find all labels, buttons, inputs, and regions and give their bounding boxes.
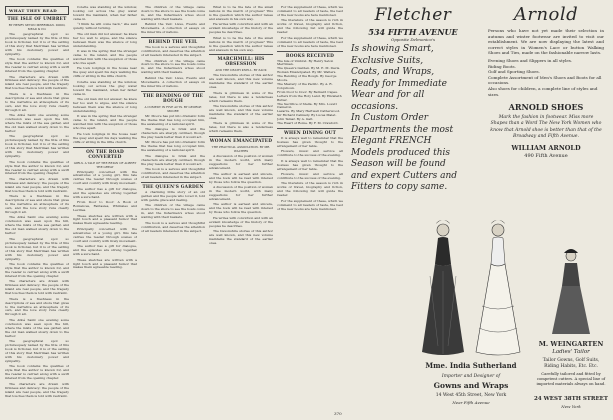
tailored-suit-illustration xyxy=(546,246,596,336)
paragraph: The geographical spot so picturesquely named by the title of this book is fictional, but it is of the setting of this story that Merriman has written with his customary power and sympathy. xyxy=(5,32,69,56)
paragraph: The geographical spot so picturesquely named by the title of this book is fictional, but it is of the setting of this story that Merriman has written with his customary power and sympathy. xyxy=(5,339,69,363)
books-list xyxy=(277,60,343,126)
column-4 xyxy=(209,6,273,416)
section-title: ON THE ROAD CONVERTED xyxy=(86,149,124,160)
section-header-label: WHAT THEY READ xyxy=(9,8,58,13)
section-title: THE QUEEN'S GARDEN xyxy=(142,185,204,190)
list-item: The Bending of the Bough. By George Moore. xyxy=(277,74,337,83)
ad-line: Wear and for all xyxy=(351,90,425,100)
section-subtitle: AND THE DEATH KNELL. BY ZACK xyxy=(215,68,267,73)
arnold-advertisement xyxy=(482,4,610,242)
fletcher-address: 534 FIFTH AVENUE xyxy=(368,27,458,37)
divider xyxy=(209,54,273,55)
paragraph: He took lodgings in the house near the quay and spent his days walking the cliffs or sitting in the little church. xyxy=(73,131,137,144)
paragraph: “I think he will come back,” she said quietly, without turning. xyxy=(73,22,137,31)
list-item: John Tamar. By A. Galt. xyxy=(277,117,314,122)
paragraph: The Devonshire stories of this author are well known, and this new volume maintains the standard of the earlier ones. xyxy=(209,229,273,245)
paragraph: It is always well to remember that the hostess has given thought to the arrangement of her table. xyxy=(277,158,343,171)
weingarten-advertisement xyxy=(532,246,610,416)
paragraph: The literature of the season is rich in works of travel, biography and fiction, and the following list will guide the reader. xyxy=(277,181,343,198)
paragraph: A discussion of the position of woman in the modern world, with many suggestions for her further advancement. xyxy=(209,154,273,171)
tailored-figure-icon xyxy=(546,246,596,336)
column-5 xyxy=(277,6,343,416)
ad-line: Elegant FRENCH xyxy=(351,136,432,146)
list-item: Lazarre. By Mary Hartwell Catherwood. xyxy=(277,109,341,114)
paragraph: These sketches are written with a light touch and a pleasant humor that makes them agreeable reading. xyxy=(73,257,137,270)
paragraph: The book contains the qualities of style that the author is known for, and the reader is carried along with a swift interest from the opening chapter. xyxy=(5,57,69,74)
paragraph: The geographical spot so picturesquely named by the title of this book is fictional, but it is of the setting of this story that Merriman has written with his customary power and sympathy. xyxy=(5,134,69,159)
divider xyxy=(73,147,137,148)
paragraph: It is always well to remember that the hostess has given thought to the arrangement of her table. xyxy=(277,135,343,148)
page-number: 370 xyxy=(334,411,342,416)
books-received-title: BOOKS RECEIVED xyxy=(285,53,335,59)
list-item: Evening Shoes and Slippers in all styles. xyxy=(488,57,573,63)
sutherland-address: 14 West 45th Street, New York xyxy=(435,393,507,398)
paragraph: The old man did not answer; he knew her too well to argue, and the silence between them was the silence of long understanding. xyxy=(73,97,137,113)
divider xyxy=(277,51,343,52)
paragraph: He writes with conviction and with an evident knowledge of the history of the peoples he describes. xyxy=(209,215,273,228)
ad-line: Exclusive Suits, xyxy=(351,55,424,66)
paragraph: From Door to Door: A Book of Romances, Fantasies, Whimsies and Levities. xyxy=(73,200,137,213)
paragraph: The dialogue is brisk and the characters are sharply outlined, though the play reads better than it would act. xyxy=(141,153,205,166)
ad-line: Departments the most xyxy=(351,124,454,135)
weingarten-body: Carefully tailored and fitted by competent cutters. A special line of imported materials always on hand. xyxy=(536,371,606,386)
paragraph: There is a freshness in the descriptions of sea and shore that gives to the narrative an atmosphere of its own, and the love story runs clearly through it all. xyxy=(5,91,69,112)
paragraph: The author has a gift for dialogue, and the episodes are strung together with a sure hand. xyxy=(73,186,137,199)
sutherland-sub: Importer and Designer of xyxy=(441,374,501,379)
article-headline: THE ISLE OF UMBRET xyxy=(7,17,67,22)
paragraph: The literature of the season is rich in works of travel, biography and fiction, and the following list will guide the reader. xyxy=(277,18,343,35)
list-item: The Mastery of the Pacific. By A. R. Colquhoun. xyxy=(277,81,333,90)
paragraph: The Devonshire stories of this author are well known, and this new volume maintains the standard of the earlier ones. xyxy=(209,104,273,121)
paragraph: It was in the spring that the stranger came to the island, and the people watched him with the suspicion of those who live apart. xyxy=(73,114,137,131)
paragraph: A charming little story of an old garden and the people who loved it, told with gentle grace and feeling. xyxy=(141,190,205,202)
paragraph: What is to be the fate of the small nations in the march of progress? This is the question which the author raises and answers in his own way. xyxy=(209,35,273,52)
list-item: Woman Emancipated. By Mr. Walters. xyxy=(277,70,337,75)
list-item: The Queen's Garden. By M. E. M. Davis. xyxy=(277,66,341,71)
divider xyxy=(141,182,205,183)
paragraph: It was in the spring that the stranger came to the island, and the people watched him with the suspicion of those who live apart. xyxy=(73,49,137,65)
gown-figure-icon xyxy=(472,216,524,356)
arnold-tagline: Mark the fashion in footwear. Miss more Shapes than a Word The New York Women who know that Arnold shoe is better than that of the Broadway and Fifth Avenue. xyxy=(490,115,602,139)
arnold-heading: ARNOLD SHOES xyxy=(508,102,584,113)
list-item: Sir Richard Calmady. By Lucas Malet. xyxy=(277,113,337,118)
paragraph: The book contains the qualities of style that the author is known for, and the reader is carried along with a swift interest from the opening chapter. xyxy=(5,364,69,381)
paragraph: Principally concerned with the adventures of a young girl, this tale carries the reader through scenes of court and country with lively movement. xyxy=(73,169,137,186)
paragraph: For the supplement of these, which we commend to all readers of taste, the best of the new books are here mentioned. xyxy=(277,35,343,48)
sutherland-product: Gowns and Wraps xyxy=(433,381,509,390)
paragraph: The author has a gift for dialogue, and the episodes are strung together with a sure hand. xyxy=(73,244,137,257)
list-item: The Isle of Umbret. By Henry Seton Merriman. xyxy=(277,58,334,67)
list-item: From Door to Door. By Bernard Capes. xyxy=(277,89,338,94)
gown-illustration-right xyxy=(472,216,524,356)
fletcher-logo: Fletcher xyxy=(374,5,452,25)
paragraph: The Abbé Saint one evening some conclusion was seen upon the hill, where the mists of the sea gather, and the old man walked slowly down to the harbor. xyxy=(5,215,69,236)
weingarten-address: 24 WEST 38TH STREET xyxy=(534,396,608,402)
column-3 xyxy=(141,6,205,416)
paragraph: Colette was standing at the window, looking out across the grey water toward the mainland, when her father came in. xyxy=(73,6,137,21)
paragraph: These sketches are written with a light touch and a pleasant humor that makes them agreeable reading. xyxy=(73,213,137,226)
sutherland-name: Mme. India Sutherland xyxy=(425,361,517,370)
paragraph: The children of the village came down to the shore to see the boats come in, and the fishermen's wives stood waiting with their baskets. xyxy=(141,203,205,220)
paragraph: The book contains the qualities of style that the author is known for, and the reader is carried along with a swift interest from the opening chapter. xyxy=(5,261,69,278)
section-title: WOMAN EMANCIPATED xyxy=(209,139,273,145)
weingarten-line2: Riding Habits, Etc. Etc. xyxy=(544,364,598,369)
fletcher-copy xyxy=(347,44,479,194)
paragraph: Behind the Veil: Lives, Events and Movements. A collection of essays on the inner life of nations. xyxy=(141,22,205,35)
fletcher-advertisement xyxy=(347,4,479,212)
list-item: Golf and Sporting Shoes. xyxy=(488,69,540,75)
section-header xyxy=(5,6,69,15)
paragraph: For the supplement of these, which we commend to all readers of taste, the best of the new books are here mentioned. xyxy=(277,198,343,211)
section-title: THE BENDING OF THE BOUGH xyxy=(142,93,204,104)
paragraph: The old man did not answer; he knew her too well to argue, and the silence between them was the silence of long understanding. xyxy=(73,31,137,48)
paragraph: The book is a serious and thoughtful contribution, and deserves the attention of all readers interested in the subject. xyxy=(141,220,205,233)
paragraph: There is a freshness in the descriptions of sea and shore that gives to the narrative an atmosphere of its own, and the love story runs clearly through it all. xyxy=(5,194,69,215)
column-2 xyxy=(73,6,137,416)
weingarten-name: M. WEINGARTEN xyxy=(538,340,604,348)
ad-line: Coats, and Wraps, xyxy=(351,67,435,77)
weingarten-line1: Tailor Gowns, Golf Suits, xyxy=(542,358,600,363)
divider xyxy=(277,128,343,129)
paragraph: Flowers, music and service all contribute to the success of the evening. xyxy=(277,172,343,181)
arnold-signature: WILLIAM ARNOLD xyxy=(511,143,581,152)
section-title: BEHIND THE VEIL xyxy=(148,40,198,46)
list-item: Letters from the Holy Land. By Elizabeth Butler. xyxy=(277,93,342,102)
paragraph: The characters are drawn with firmness and delicacy; the people of the island are real people, and the tragedy that touches them is told with restraint. xyxy=(5,381,69,398)
column-1 xyxy=(5,6,69,416)
ad-line: and expert Cutters and xyxy=(351,170,458,181)
paragraph: The characters are drawn with firmness and delicacy; the people of the island are real people, and the tragedy that touches them is told with restraint. xyxy=(5,74,69,91)
section-title: MARCHMILL: HIS OBSESSION xyxy=(217,57,265,68)
sutherland-advertisement xyxy=(414,216,528,416)
list-item: Complete Assortment of Men's Shoes and Boots for all occasions. xyxy=(488,74,602,86)
divider xyxy=(141,37,205,38)
list-item: The Heart of Rome. By F. M. Crawford. xyxy=(277,121,339,126)
paragraph: The Devonshire stories of this author are well known, and this new volume maintains the standard of the earlier ones. xyxy=(209,73,273,90)
paragraph: There is a freshness in the descriptions of sea and shore that gives to the narrative an atmosphere of its own, and the love story runs clearly through it all. xyxy=(5,296,69,317)
paragraph: The Abbé Saint one evening some conclusion was seen upon the hill, where the mists of the sea gather, and the old man walked slowly down to the harbor. xyxy=(5,317,69,338)
paragraph: The Abbé Saint one evening some conclusion was seen upon the hill, where the mists of the sea gather, and the old man walked slowly down to the harbor. xyxy=(5,113,69,133)
section-subtitle: GIRLS. A TALE OF THE REIGN OF ALBERT THE GREAT xyxy=(73,160,137,169)
paragraph: There is grimness in some of the tales, but there is also a tenderness which redeems them. xyxy=(209,90,273,103)
paragraph: The children of the village came down to the shore to see the boats come in, and the fishermen's wives stood waiting with their baskets. xyxy=(141,58,205,75)
section-subtitle: A COMEDY IN FIVE ACTS. BY GEORGE MOORE xyxy=(144,104,202,113)
ad-line: occasions. xyxy=(351,101,399,112)
ad-line: Is showing Smart, xyxy=(351,44,434,54)
paragraph: The geographical spot so picturesquely named by the title of this book is fictional, but it is of the setting of this story that Merriman has written with his customary power and sympathy. xyxy=(5,236,69,261)
paragraph: The author is earnest and sincere, and the book will be read with interest by those who follow the question. xyxy=(209,171,273,184)
arnold-logo: Arnold xyxy=(513,4,579,25)
paragraph: Flowers, music and service all contribute to the success of the evening. xyxy=(277,149,343,158)
divider xyxy=(209,136,273,137)
section-title: WHEN DINING OUT xyxy=(283,130,337,136)
arnold-address: 490 Fifth Avenue xyxy=(524,152,568,159)
paragraph: The children of the village came down to the shore to see the boats come in, and the fishermen's wives stood waiting with their baskets. xyxy=(141,6,205,21)
paragraph: The characters are drawn with firmness and delicacy; the people of the island are real people, and the tragedy that touches them is told with restraint. xyxy=(5,279,69,296)
paragraph: The book is a serious and thoughtful contribution, and deserves the attention of all readers interested in the subject. xyxy=(141,167,205,180)
weingarten-sub: Ladies' Tailor xyxy=(552,349,590,355)
ad-line: Season will be found xyxy=(351,159,446,169)
section-subtitle: THE PRACTICAL ASSOCIATION. BY MR. WALTERS xyxy=(211,145,271,154)
weingarten-city: New York xyxy=(561,404,581,409)
paragraph: The author is earnest and sincere, and the book will be read with interest by those who follow the question. xyxy=(209,202,273,215)
ad-line: Fitters to copy same. xyxy=(351,182,448,192)
paragraph: Mr. Moore has put into dramatic form the theme that has long occupied him, the awakening of a national spirit. xyxy=(141,113,205,126)
paragraph: He took lodgings in the house near the quay and spent his days walking the cliffs or sitting in the little church. xyxy=(73,66,137,79)
list-item: Riding Boots. xyxy=(488,63,516,69)
sutherland-near: Near Fifth Avenue xyxy=(452,400,490,405)
paragraph: The book contains the qualities of style that the author is known for, and the reader is carried along with a swift interest from the opening chapter. xyxy=(5,159,69,176)
ad-line: In Custom Order xyxy=(351,113,429,123)
paragraph: Behind the Veil: Lives, Events and Movements. A collection of essays on the inner life of nations. xyxy=(141,75,205,88)
list-item: Also shoes for children, a complete line of styles and sizes. xyxy=(488,85,598,97)
article-byline: BY HENRY SETON MERRIMAN. DODD, MEAD & CO. xyxy=(8,23,66,31)
arnold-intro: Persons who have not yet made their selection in autumn and winter footwear are invited to visit our establishment. We are now displaying the latest and correct styles in Women's Lace or button Walking Shoes and Ties, made on the fashionable narrow lasts. xyxy=(488,28,604,56)
paragraph: There is grimness in some of the tales, but there is also a tenderness which redeems them. xyxy=(209,121,273,134)
paragraph: Principally concerned with the adventures of a young girl, this tale carries the reader through scenes of court and country with lively movement. xyxy=(73,226,137,243)
paragraph: A discussion of the position of woman in the modern world, with many suggestions for her further advancement. xyxy=(209,185,273,201)
fletcher-sub: Opposite Delmonico's xyxy=(390,37,436,42)
paragraph: The book is a serious and thoughtful contribution, and deserves the attention of all readers interested in the subject. xyxy=(141,45,205,58)
paragraph: Colette was standing at the window, looking out across the grey water toward the mainland, when her father came in. xyxy=(73,79,137,96)
arnold-items xyxy=(488,58,604,97)
paragraph: What is to be the fate of the small nations in the march of progress? This is the question which the author raises and answers in his own way. xyxy=(209,6,273,21)
divider xyxy=(141,91,205,92)
paragraph: He writes with conviction and with an evident knowledge of the history of the peoples he describes. xyxy=(209,22,273,35)
gown-illustration-left xyxy=(418,216,468,356)
ad-line: Ready for Immediate xyxy=(351,78,447,89)
paragraph: The dialogue is brisk and the characters are sharply outlined, though the play reads better than it would act. xyxy=(141,127,205,139)
paragraph: The characters are drawn with firmness and delicacy; the people of the island are real people, and the tragedy that touches them is told with restraint. xyxy=(5,176,69,193)
ad-line: Models produced this xyxy=(351,147,451,158)
list-item: The Sacrifice of Stella. By Mrs. Lovett Cameron. xyxy=(277,101,337,110)
paragraph: Mr. Moore has put into dramatic form the theme that has long occupied him, the awakening of a national spirit. xyxy=(141,140,205,153)
paragraph: For the supplement of these, which we commend to all readers of taste, the best of the new books are here mentioned. xyxy=(277,6,343,17)
gown-figure-icon xyxy=(418,216,468,356)
